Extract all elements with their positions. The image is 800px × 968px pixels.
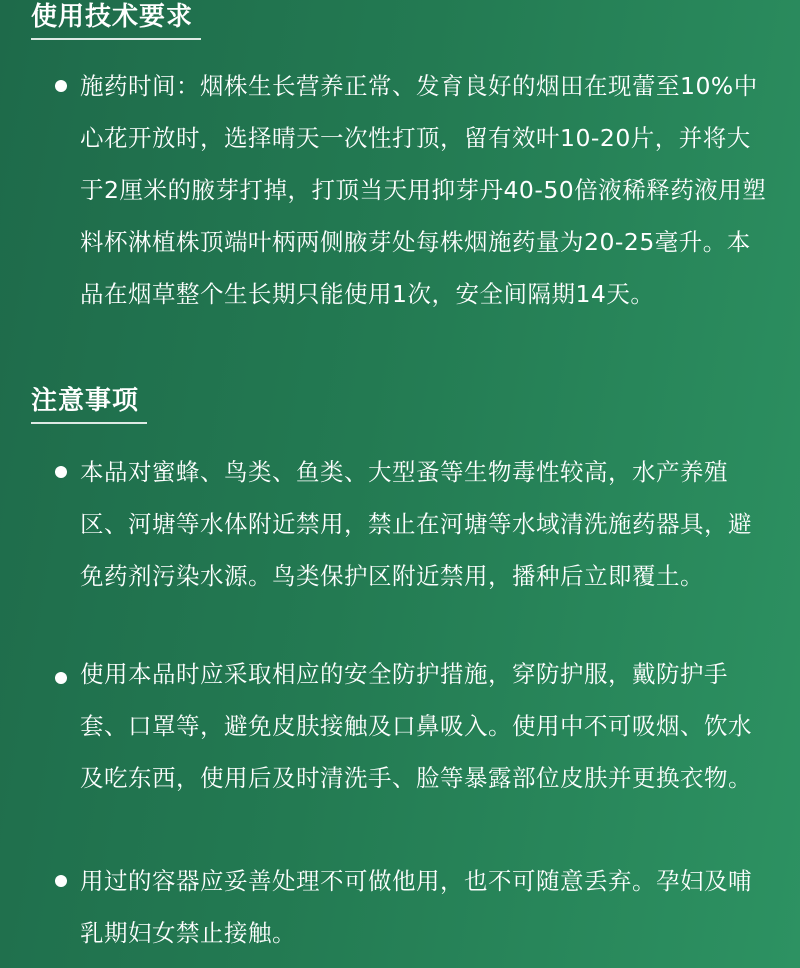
bullet-icon	[55, 672, 67, 684]
bullet-icon	[55, 80, 67, 92]
bullet-icon	[55, 466, 67, 478]
section-heading-precautions: 注意事项	[31, 384, 147, 424]
bullet-icon	[55, 875, 67, 887]
section-heading-technical-requirements: 使用技术要求	[31, 0, 201, 40]
list-item: 本品对蜜蜂、鸟类、鱼类、大型蚤等生物毒性较高，水产养殖区、河塘等水体附近禁用，禁止在河塘等水域清洗施药器具，避免药剂污染水源。鸟类保护区附近禁用，播种后立即覆土。	[80, 458, 752, 590]
list-item: 施药时间：烟株生长营养正常、发育良好的烟田在现蕾至10%中心花开放时，选择晴天一次性打顶，留有效叶10-20片，并将大于2厘米的腋芽打掉，打顶当天用抑芽丹40-50倍液稀释药液用塑料杯淋植株顶端叶柄两侧腋芽处每株烟施药量为20-25毫升。本品在烟草整个生长期只能使用1次，安全间隔期14天。	[80, 72, 767, 308]
list-item: 使用本品时应采取相应的安全防护措施，穿防护服，戴防护手套、口罩等，避免皮肤接触及口鼻吸入。使用中不可吸烟、饮水及吃东西，使用后及时清洗手、脸等暴露部位皮肤并更换衣物。	[80, 660, 752, 792]
list-item: 用过的容器应妥善处理不可做他用，也不可随意丢弃。孕妇及哺乳期妇女禁止接触。	[80, 867, 752, 947]
